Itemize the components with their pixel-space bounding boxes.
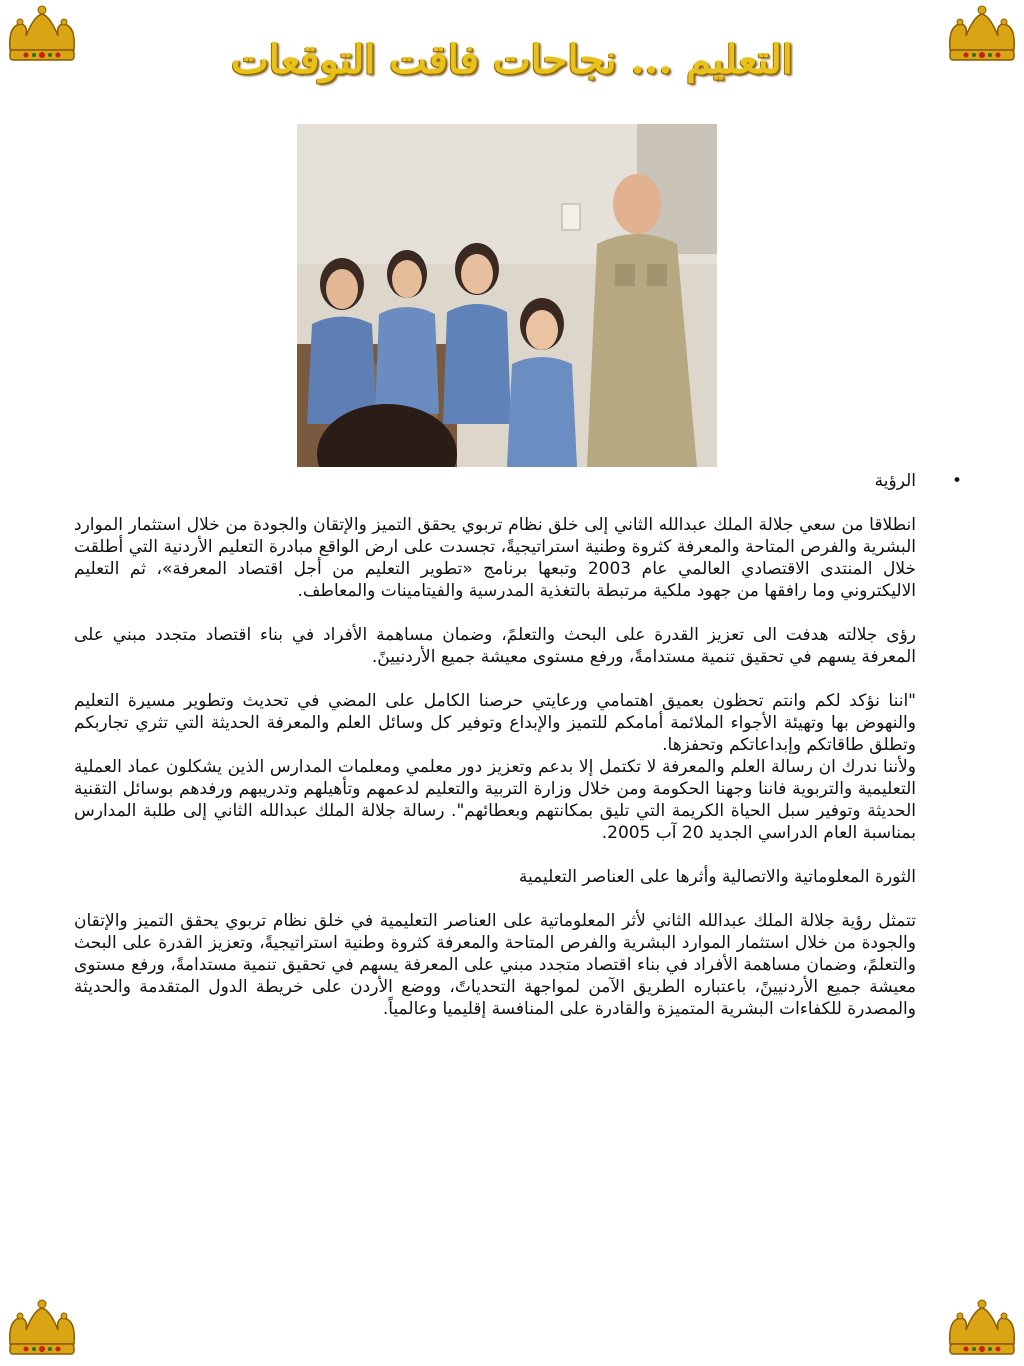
page-title: التعليم ... نجاحات فاقت التوقعات <box>231 36 793 83</box>
classroom-photo <box>297 124 717 467</box>
section-heading-vision <box>74 470 962 492</box>
crown-icon <box>940 2 1024 72</box>
paragraph: "اننا نؤكد لكم وانتم تحظون بعميق اهتمامي ورعايتي حرصنا الكامل على المضي في تحديث وتطوير مسيرة التعليم والنهوض بها وتهيئة الأجواء الملائمة أمامكم للتميز والإبداع وتوفير كل وسائل العلم والمعرفة الحديثة التي تثري تجاربكم وتطلق طاقاتكم وإبداعاتكم وتحفزها. <box>74 691 916 755</box>
section-heading-info: الثورة المعلوماتية والاتصالية وأثرها على العناصر التعليمية <box>518 867 916 887</box>
crown-icon <box>0 2 84 72</box>
crown-icon <box>0 1296 84 1366</box>
vision-heading: الرؤية <box>874 471 916 491</box>
crown-icon <box>940 1296 1024 1366</box>
paragraph: رؤى جلالته هدفت الى تعزيز القدرة على البحث والتعلمً، وضمان مساهمة الأفراد في بناء اقتصاد متجدد مبني على المعرفة يسهم في تحقيق تنمية مستدامةً، ورفع مستوى معيشة جميع الأردنيينً. <box>74 625 916 667</box>
article-body <box>74 470 962 1042</box>
bullet-icon: • <box>951 471 962 491</box>
paragraph: انطلاقا من سعي جلالة الملك عبدالله الثاني إلى خلق نظام تربوي يحقق التميز والإتقان والجودة من خلال استثمار الموارد البشرية والفرص المتاحة والمعرفة كثروة وطنية استراتيجيةً، تجسدت على ارض الواقع مبادرة التعليم الأردنية التي أطلقت خلال المنتدى الاقتصادي العالمي عام 2003 وتبعها برنامج «تطوير التعليم من أجل اقتصاد المعرفة»، ثم التعليم الاليكتروني وما رافقها من جهود ملكية مرتبطة بالتغذية المدرسية والفيتامينات والمعاطف. <box>74 515 916 601</box>
paragraph: تتمثل رؤية جلالة الملك عبدالله الثاني لأثر المعلوماتية على العناصر التعليمية في خلق نظام تربوي يحقق التميز والإتقان والجودة من خلال استثمار الموارد البشرية والفرص المتاحة والمعرفة كثروة وطنية استراتيجيةً، وتعزيز القدرة على البحث والتعلمً، وضمان مساهمة الأفراد في بناء اقتصاد متجدد مبني على المعرفة يسهم في تحقيق تنمية مستدامةً، ورفع مستوى معيشة جميع الأردنيينً، باعتباره الطريق الآمن لمواجهة التحدياتً، ووضع الأردن على خريطة الدول المتقدمة والحديثة والمصدرة للكفاءات البشرية المتميزة والقادرة على المنافسة إقليميا وعالمياً. <box>74 911 916 1019</box>
paragraph: ولأننا ندرك ان رسالة العلم والمعرفة لا تكتمل إلا بدعم وتعزيز دور معلمي ومعلمات المدارس الذين يشكلون عماد العملية التعليمية والتربوية فاننا وجهنا الحكومة ومن خلال وزارة التربية والتعليم لدعمهم وتأهيلهم وتدريبهم ورفدهم بوسائل التقنية الحديثة وتوفير سبل الحياة الكريمة التي تليق بمكانتهم وبعطائهم". رسالة جلالة الملك عبدالله الثاني إلى طلبة المدارس بمناسبة العام الدراسي الجديد 20 آب 2005. <box>74 757 916 843</box>
